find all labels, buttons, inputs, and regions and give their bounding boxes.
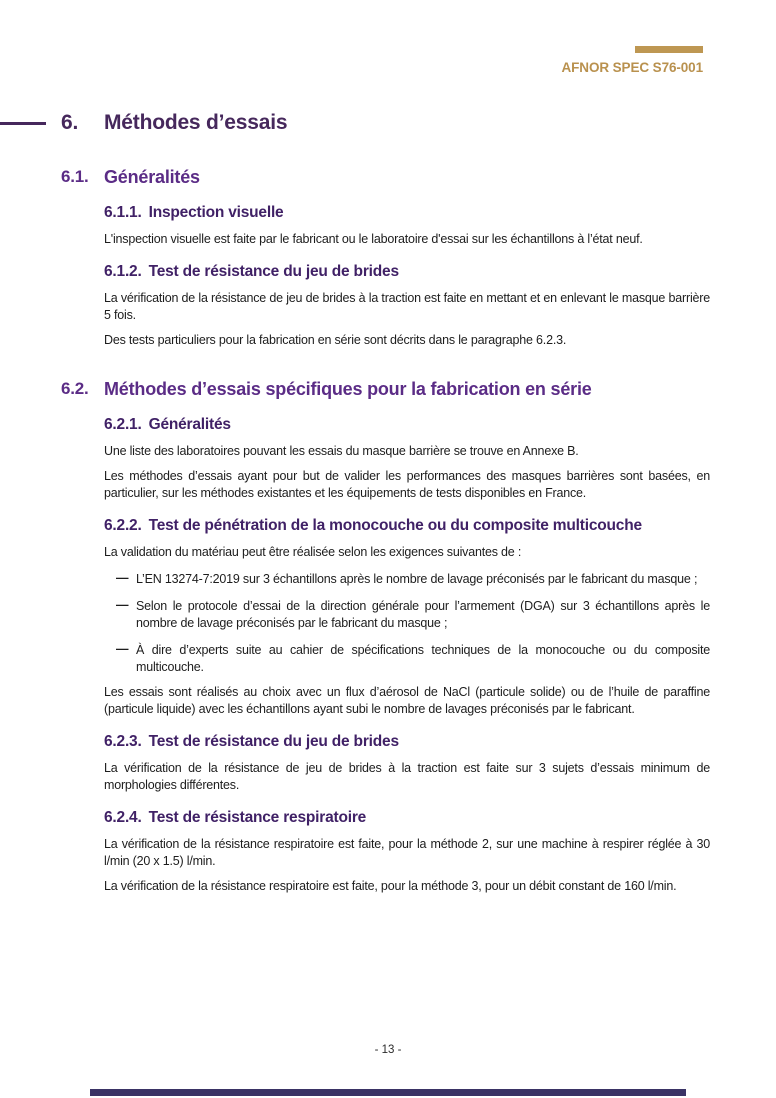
heading-6-title: Méthodes d’essais [104,111,288,134]
heading-6-1-2 [104,261,710,282]
heading-6-2-3-title: Test de résistance du jeu de brides [148,733,399,750]
doc-reference: AFNOR SPEC S76-001 [561,60,703,75]
paragraph: La vérification de la résistance de jeu de brides à la traction est faite sur 3 sujets d’essais minimum de morphologies différentes. [104,761,710,792]
bullet-item [104,598,710,632]
page-number: - 13 - [374,1044,402,1056]
bullet-text: L’EN 13274-7:2019 sur 3 échantillons après le nombre de lavage préconisés par le fabricant du masque ; [136,572,698,586]
heading-6-2-1 [104,414,710,435]
heading-rule [0,122,46,125]
bullet-text: Selon le protocole d’essai de la direction générale pour l’armement (DGA) sur 3 échantillons après le nombre de lavage préconisés par le fabricant du masque ; [136,599,710,630]
heading-6-1-2-title: Test de résistance du jeu de brides [148,263,399,280]
heading-6-number: 6. [61,111,79,134]
paragraph: La vérification de la résistance respiratoire est faite, pour la méthode 2, sur une machine à respirer réglée à 30 l/min (20 x 1.5) l/min. [104,837,710,868]
heading-6-1-1 [104,202,710,223]
heading-6-2-3-number: 6.2.3. [104,733,142,750]
heading-6-1-1-number: 6.1.1. [104,204,142,221]
heading-6-2-4-number: 6.2.4. [104,809,142,826]
paragraph: La validation du matériau peut être réalisée selon les exigences suivantes de : [104,545,522,559]
heading-6-2-4 [104,807,710,828]
heading-6-2-2-number: 6.2.2. [104,517,142,534]
heading-6-2-4-title: Test de résistance respiratoire [148,809,367,826]
heading-6-2-2-title: Test de pénétration de la monocouche ou du composite multicouche [148,517,642,534]
paragraph: Des tests particuliers pour la fabrication en série sont décrits dans le paragraphe 6.2.3. [104,333,567,347]
heading-6-2 [61,377,710,401]
heading-6-2-number: 6.2. [61,379,89,398]
heading-6-1-2-number: 6.1.2. [104,263,142,280]
paragraph: La vérification de la résistance de jeu de brides à la traction est faite en mettant et en enlevant le masque barrière 5 fois. [104,291,710,322]
paragraph: Une liste des laboratoires pouvant les essais du masque barrière se trouve en Annexe B. [104,444,579,458]
dash-marker: — [116,598,129,612]
bullet-item [104,642,710,676]
heading-6-1 [61,165,710,189]
bullet-text: À dire d’experts suite au cahier de spécifications techniques de la monocouche ou du composite multicouche. [136,643,710,674]
heading-6 [61,109,710,137]
paragraph: L'inspection visuelle est faite par le fabricant ou le laboratoire d'essai sur les échantillons à l’état neuf. [104,232,643,246]
footer-accent-bar [90,1089,686,1096]
heading-6-2-3 [104,731,710,752]
bullet-item [104,571,710,588]
paragraph: Les méthodes d’essais ayant pour but de valider les performances des masques barrières sont basées, en particulier, sur les méthodes existantes et les équipements de tests disponibles en France. [104,469,710,500]
paragraph: La vérification de la résistance respiratoire est faite, pour la méthode 3, pour un débit constant de 160 l/min. [104,879,677,893]
heading-6-2-2 [104,515,710,536]
heading-6-2-title: Méthodes d’essais spécifiques pour la fabrication en série [104,379,592,399]
page-header [562,46,704,75]
heading-6-1-title: Généralités [104,167,200,187]
heading-6-1-1-title: Inspection visuelle [148,204,284,221]
dash-marker: — [116,642,129,656]
heading-6-1-number: 6.1. [61,167,89,186]
heading-6-2-1-number: 6.2.1. [104,416,142,433]
paragraph: Les essais sont réalisés au choix avec un flux d’aérosol de NaCl (particule solide) ou de l’huile de paraffine (particule liquide) avec les échantillons ayant subi le nombre de lavages préconisés par le fabricant. [104,685,710,716]
heading-6-2-1-title: Généralités [148,416,231,433]
header-accent-bar [635,46,703,53]
dash-marker: — [116,571,129,585]
